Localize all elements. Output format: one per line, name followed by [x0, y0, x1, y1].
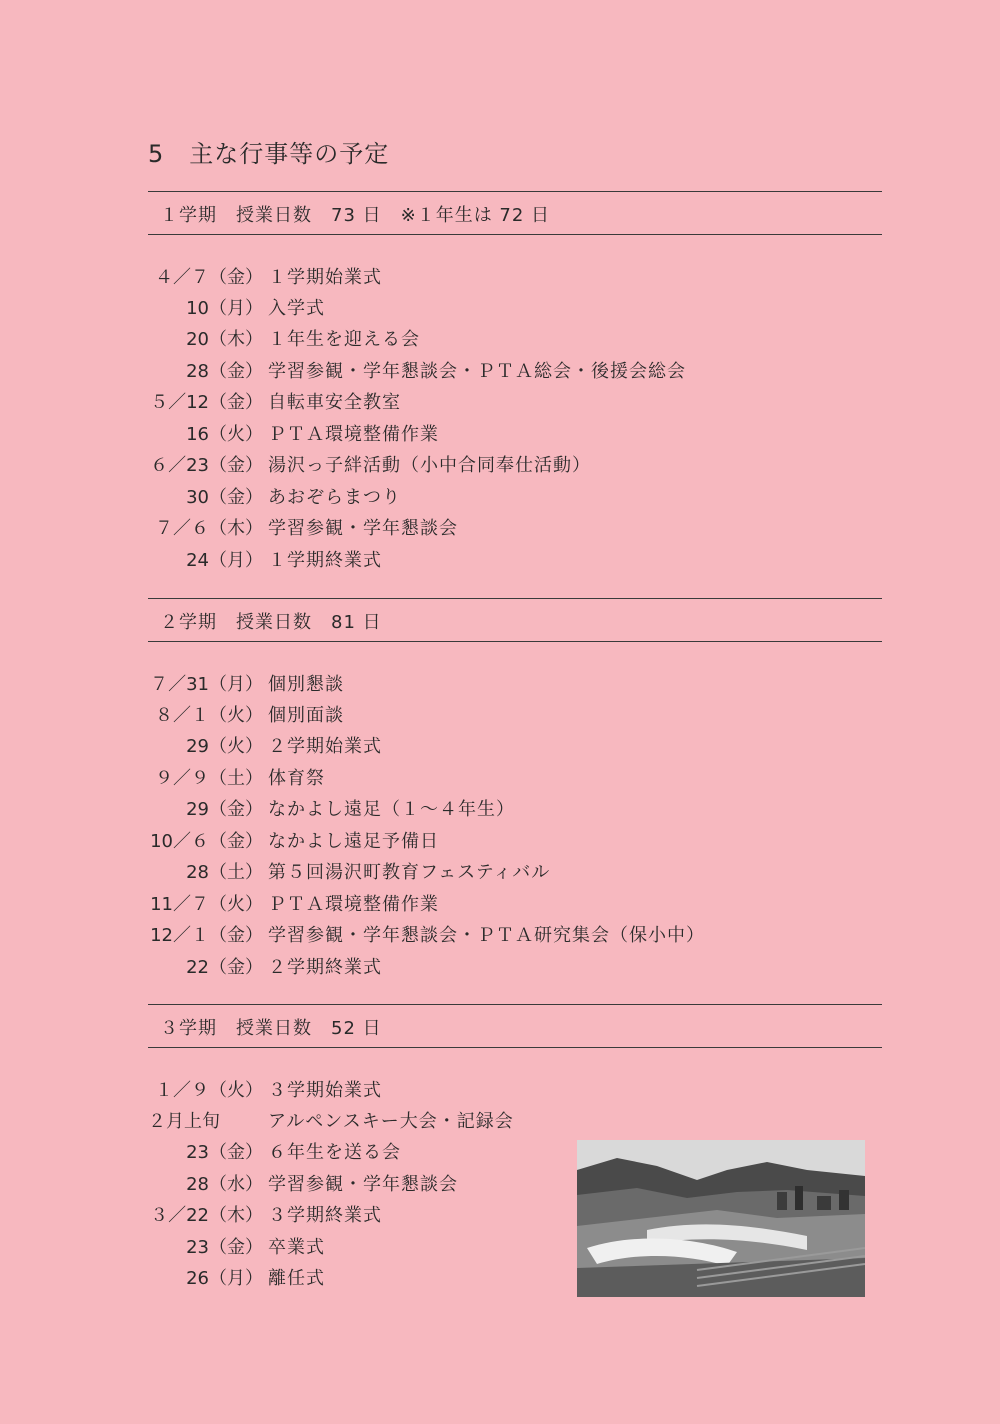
list-item — [0, 890, 1000, 918]
event-date: 26（月） — [186, 1268, 263, 1289]
event-date: 16（火） — [186, 424, 263, 445]
event-name: なかよし遠足予備日 — [268, 831, 439, 852]
event-date: 22（金） — [186, 957, 263, 978]
landscape-photo — [577, 1140, 865, 1297]
event-name: 学習参観・学年懇談会 — [268, 518, 458, 539]
event-date: ４／７（金） — [155, 267, 263, 288]
event-name: １年生を迎える会 — [268, 329, 420, 350]
event-date: ８／１（火） — [155, 705, 263, 726]
event-date: ６／23（金） — [150, 455, 263, 476]
event-date: 28（水） — [186, 1174, 263, 1195]
divider — [148, 641, 882, 642]
divider — [148, 191, 882, 192]
event-name: 離任式 — [268, 1268, 325, 1289]
event-name: 個別面談 — [268, 705, 344, 726]
list-item — [0, 1076, 1000, 1104]
event-date: 12／１（金） — [150, 925, 263, 946]
list-item — [0, 795, 1000, 823]
list-item — [0, 420, 1000, 448]
event-name: 学習参観・学年懇談会・ＰＴＡ総会・後援会総会 — [268, 361, 686, 382]
event-name: ３学期始業式 — [268, 1080, 382, 1101]
event-date: ２月上旬 — [148, 1111, 220, 1132]
event-name: ＰＴＡ環境整備作業 — [268, 424, 439, 445]
list-item — [0, 1107, 1000, 1135]
event-name: ２学期始業式 — [268, 736, 382, 757]
event-date: 20（木） — [186, 329, 263, 350]
event-name: ２学期終業式 — [268, 957, 382, 978]
event-date: 29（火） — [186, 736, 263, 757]
list-item — [0, 764, 1000, 792]
event-name: あおぞらまつり — [268, 487, 401, 508]
event-date: １／９（火） — [155, 1080, 263, 1101]
event-name: なかよし遠足（１～４年生） — [268, 799, 515, 820]
event-name: アルペンスキー大会・記録会 — [268, 1111, 514, 1132]
list-item — [0, 546, 1000, 574]
divider — [148, 234, 882, 235]
event-date: 10（月） — [186, 298, 263, 319]
list-item — [0, 921, 1000, 949]
event-name: １学期終業式 — [268, 550, 382, 571]
event-date: ５／12（金） — [150, 392, 263, 413]
list-item — [0, 325, 1000, 353]
event-name: ＰＴＡ環境整備作業 — [268, 894, 439, 915]
term-1-header: １学期 授業日数 73 日 ※１年生は 72 日 — [160, 205, 551, 226]
event-name: １学期始業式 — [268, 267, 382, 288]
list-item — [0, 263, 1000, 291]
event-date: 11／７（火） — [150, 894, 263, 915]
list-item — [0, 514, 1000, 542]
term-2-header: ２学期 授業日数 81 日 — [160, 612, 382, 633]
event-date: ９／９（土） — [155, 768, 263, 789]
event-name: 湯沢っ子絆活動（小中合同奉仕活動） — [268, 455, 591, 476]
event-date: 23（金） — [186, 1142, 263, 1163]
list-item — [0, 701, 1000, 729]
list-item — [0, 483, 1000, 511]
event-date: 29（金） — [186, 799, 263, 820]
list-item — [0, 827, 1000, 855]
event-date: 28（土） — [186, 862, 263, 883]
event-date: ３／22（木） — [150, 1205, 263, 1226]
list-item — [0, 858, 1000, 886]
event-date: 10／６（金） — [150, 831, 263, 852]
event-date: ７／６（木） — [155, 518, 263, 539]
divider — [148, 1004, 882, 1005]
list-item — [0, 732, 1000, 760]
section-title: 5 主な行事等の予定 — [148, 140, 390, 168]
event-name: 入学式 — [268, 298, 325, 319]
list-item — [0, 670, 1000, 698]
event-name: 学習参観・学年懇談会・ＰＴＡ研究集会（保小中） — [268, 925, 705, 946]
list-item — [0, 451, 1000, 479]
event-date: ７／31（月） — [150, 674, 263, 695]
event-date: 28（金） — [186, 361, 263, 382]
event-name: 第５回湯沢町教育フェスティバル — [268, 862, 551, 883]
term-3-header: ３学期 授業日数 52 日 — [160, 1018, 382, 1039]
divider — [148, 1047, 882, 1048]
divider — [148, 598, 882, 599]
event-date: 30（金） — [186, 487, 263, 508]
event-name: 卒業式 — [268, 1237, 325, 1258]
event-name: 学習参観・学年懇談会 — [268, 1174, 458, 1195]
list-item — [0, 388, 1000, 416]
list-item — [0, 953, 1000, 981]
event-name: 個別懇談 — [268, 674, 344, 695]
event-name: 体育祭 — [268, 768, 325, 789]
event-name: ６年生を送る会 — [268, 1142, 401, 1163]
event-name: 自転車安全教室 — [268, 392, 401, 413]
event-date: 23（金） — [186, 1237, 263, 1258]
list-item — [0, 294, 1000, 322]
event-name: ３学期終業式 — [268, 1205, 382, 1226]
list-item — [0, 357, 1000, 385]
event-date: 24（月） — [186, 550, 263, 571]
